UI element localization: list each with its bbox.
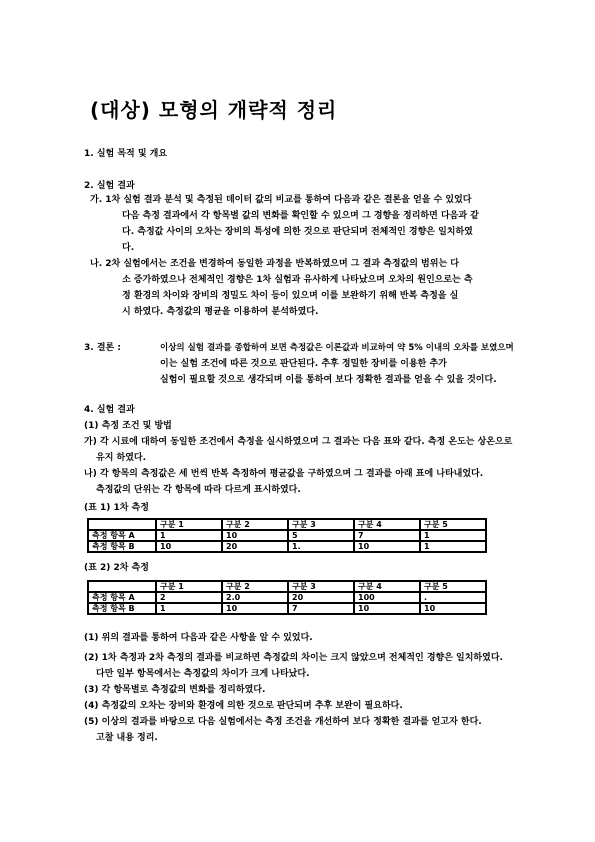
table-cell: 10 (222, 530, 288, 541)
note-label: 3. 결론 : (84, 343, 121, 353)
table-row-label: 측정 항목 B (88, 541, 156, 552)
subtitle: 1. 실험 목적 및 개요 (84, 149, 168, 159)
table-caption: (표 1) 1차 측정 (84, 503, 149, 513)
table-cell: 100 (354, 592, 420, 603)
table-header-cell (88, 581, 156, 592)
table-row-label: 측정 항목 A (88, 530, 156, 541)
paragraph-line: 정 환경의 차이와 장비의 정밀도 차이 등이 있으며 이를 보완하기 위해 반복 측정을 실 (122, 291, 459, 301)
table-header-cell: 구분 3 (288, 519, 354, 530)
table-cell: 10 (156, 541, 222, 552)
note-line: 이상의 실험 결과를 종합하여 보면 측정값은 이론값과 비교하여 약 5% 이내의 오차를 보였으며 (160, 343, 514, 353)
table-cell: 7 (354, 530, 420, 541)
table-cell: 10 (354, 603, 420, 614)
table-header-cell: 구분 4 (354, 519, 420, 530)
section-heading: 2. 실험 결과 (84, 181, 135, 191)
table-cell: 20 (288, 592, 354, 603)
note-line: 이는 실험 조건에 따른 것으로 판단된다. 추후 정밀한 장비를 이용한 추가 (160, 359, 447, 369)
table-header-cell: 구분 1 (156, 581, 222, 592)
table-header-cell (88, 519, 156, 530)
conclusion-line: 다만 일부 항목에서는 측정값의 차이가 크게 나타났다. (96, 669, 310, 679)
paragraph-line: 다. 측정값 사이의 오차는 장비의 특성에 의한 것으로 판단되며 전체적인 경향은 일치하였 (122, 227, 473, 237)
table-row (88, 530, 486, 541)
conclusion-line: (3) 각 항목별로 측정값의 변화를 정리하였다. (84, 685, 266, 695)
table-cell: 10 (420, 603, 486, 614)
table-header-cell: 구분 4 (354, 581, 420, 592)
section-heading: 4. 실험 결과 (84, 405, 135, 415)
table-cell: 1 (156, 530, 222, 541)
table-header-cell: 구분 5 (420, 581, 486, 592)
table-cell: 10 (354, 541, 420, 552)
table-header-cell: 구분 1 (156, 519, 222, 530)
data-table-1 (87, 518, 487, 553)
paragraph-line: 소 증가하였으나 전체적인 경향은 1차 실험과 유사하게 나타났으며 오차의 원인으로는 측 (122, 275, 473, 285)
table-cell: 7 (288, 603, 354, 614)
paragraph-line: 다. (122, 243, 135, 253)
paragraph-line: 가. 1차 실험 결과 분석 및 측정된 데이터 값의 비교를 통하여 다음과 같은 결론을 얻을 수 있었다 (90, 195, 472, 205)
table-row (88, 603, 486, 614)
table-cell: 2 (156, 592, 222, 603)
table-cell: 5 (288, 530, 354, 541)
table-row-label: 측정 항목 B (88, 603, 156, 614)
table-header-row (88, 581, 486, 592)
conclusion-line: 고찰 내용 정리. (96, 733, 158, 743)
item-line: 유지 하였다. (96, 453, 147, 463)
conclusion-line: (2) 1차 측정과 2차 측정의 결과를 비교하면 측정값의 차이는 크지 않았으며 전체적인 경향은 일치하였다. (84, 653, 503, 663)
data-table-2 (87, 580, 487, 615)
paragraph-line: 다음 측정 결과에서 각 항목별 값의 변화를 확인할 수 있으며 그 경향을 정리하면 다음과 같 (122, 211, 479, 221)
table-cell: 1 (420, 530, 486, 541)
table-header-cell: 구분 2 (222, 519, 288, 530)
table-cell: . (420, 592, 486, 603)
table-cell: 20 (222, 541, 288, 552)
table-row-label: 측정 항목 A (88, 592, 156, 603)
table-row (88, 592, 486, 603)
item-line: 측정값의 단위는 각 항목에 따라 다르게 표시하였다. (96, 485, 301, 495)
table-cell: 2.0 (222, 592, 288, 603)
table-header-cell: 구분 3 (288, 581, 354, 592)
table-cell: 1 (420, 541, 486, 552)
conclusion-line: (4) 측정값의 오차는 장비와 환경에 의한 것으로 판단되며 추후 보완이 필요하다. (84, 701, 403, 711)
table-header-cell: 구분 5 (420, 519, 486, 530)
table-row (88, 541, 486, 552)
table-header-row (88, 519, 486, 530)
table-caption: (표 2) 2차 측정 (84, 563, 149, 573)
conclusion-line: (5) 이상의 결과를 바탕으로 다음 실험에서는 측정 조건을 개선하여 보다 정확한 결과를 얻고자 한다. (84, 717, 482, 727)
item-line: 가) 각 시료에 대하여 동일한 조건에서 측정을 실시하였으며 그 결과는 다음 표와 같다. 측정 온도는 상온으로 (84, 437, 513, 447)
item-line: 나) 각 항목의 측정값은 세 번씩 반복 측정하여 평균값을 구하였으며 그 결과를 아래 표에 나타내었다. (84, 469, 484, 479)
table-cell: 1 (156, 603, 222, 614)
document-title: (대상) 모형의 개략적 정리 (90, 98, 338, 122)
conclusion-line: (1) 위의 결과를 통하여 다음과 같은 사항을 알 수 있었다. (84, 633, 313, 643)
paragraph-line: 나. 2차 실험에서는 조건을 변경하여 동일한 과정을 반복하였으며 그 결과 측정값의 범위는 다 (90, 259, 459, 269)
note-line: 실험이 필요할 것으로 생각되며 이를 통하여 보다 정확한 결과를 얻을 수 있을 것이다. (160, 375, 497, 385)
sub-heading: (1) 측정 조건 및 방법 (84, 421, 172, 431)
table-cell: 1. (288, 541, 354, 552)
table-cell: 10 (222, 603, 288, 614)
paragraph-line: 시 하였다. 측정값의 평균을 이용하여 분석하였다. (122, 307, 319, 317)
table-header-cell: 구분 2 (222, 581, 288, 592)
